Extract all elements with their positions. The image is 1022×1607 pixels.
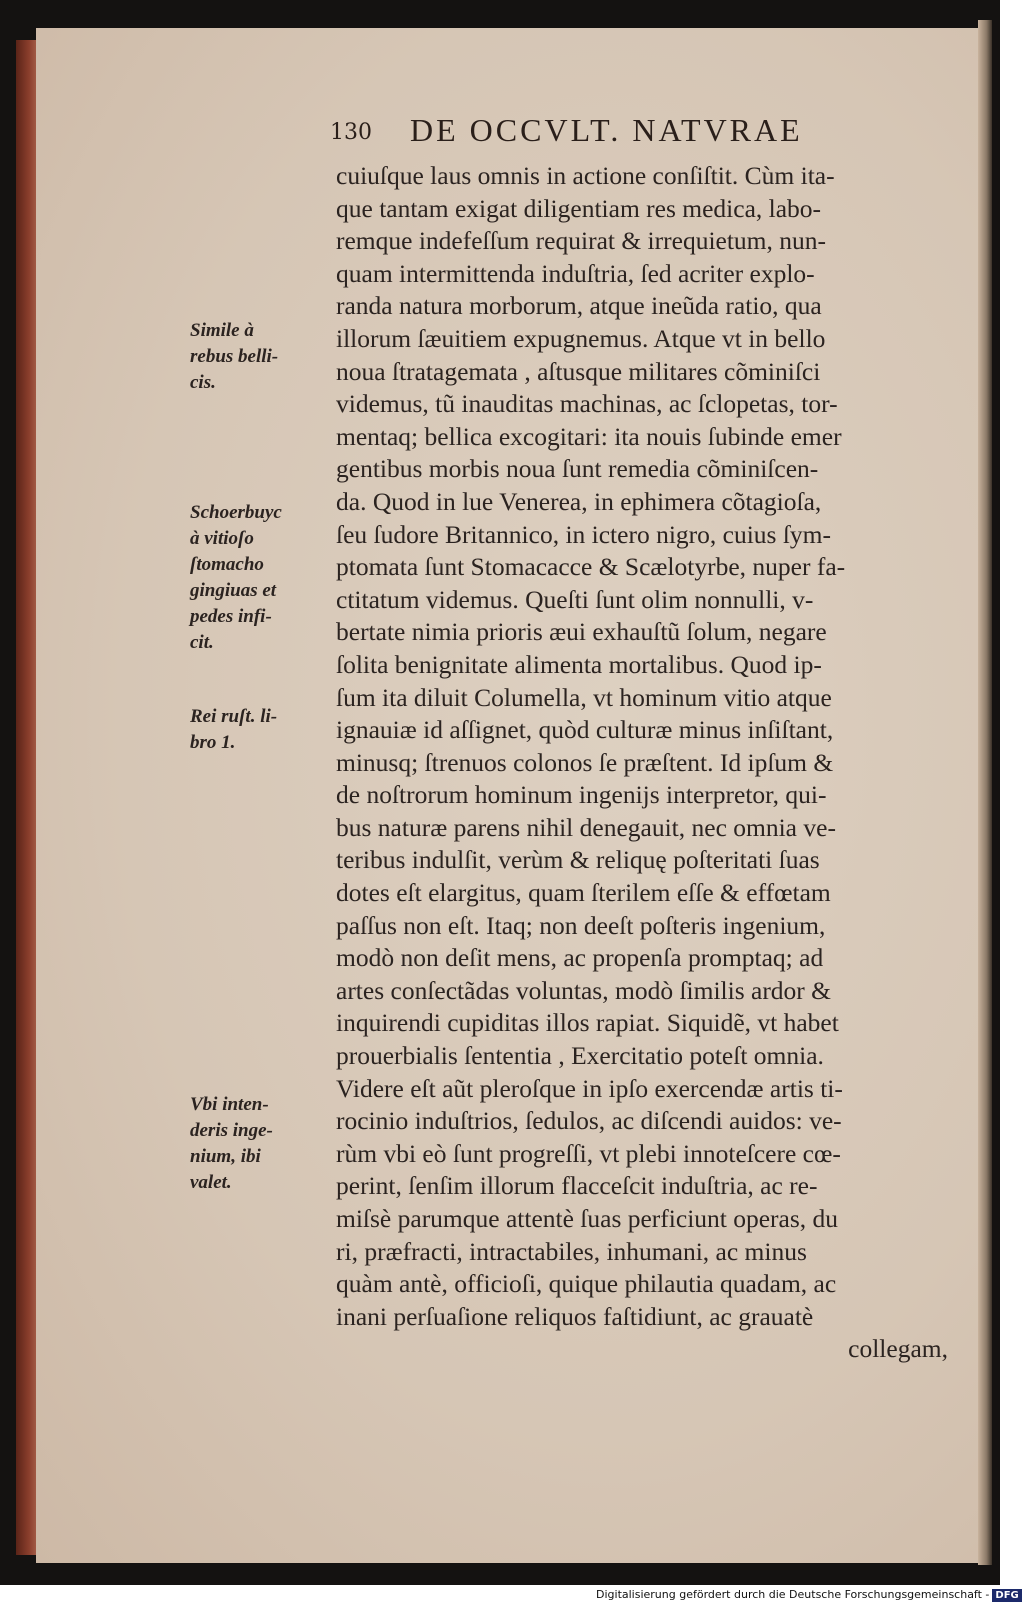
text-line: gentibus morbis noua ſunt remedia cõminiſcen- xyxy=(336,454,819,484)
running-head: DE OCCVLT. NATVRAE xyxy=(410,112,803,148)
text-line: quam intermittenda induſtria, ſed acriter explo- xyxy=(336,258,815,288)
text-line: ſeu ſudore Britannico, in ictero nigro, cuius ſym- xyxy=(336,519,832,549)
margin-note-line: Vbi inten- xyxy=(190,1094,269,1115)
text-line: ſolita benignitate alimenta mortalibus. Quod ip- xyxy=(336,649,822,679)
text-line: miſsè parumque attentè ſuas perficiunt operas, du xyxy=(336,1204,839,1233)
text-line: ignauiæ id aſſignet, quòd culturæ minus inſiſtant, xyxy=(336,715,834,745)
text-line: Videre eſt aũt pleroſque in ipſo exercendæ artis ti- xyxy=(336,1073,843,1103)
text-line: que tantam exigat diligentiam res medica, labo- xyxy=(336,193,822,223)
text-line: inquirendi cupiditas illos rapiat. Siquidẽ, vt habet xyxy=(336,1008,839,1038)
text-line: prouerbialis ſententia , Exercitatio poteſt omnia. xyxy=(336,1041,824,1071)
body-text xyxy=(336,160,948,1366)
text-line: artes conſectãdas voluntas, modò ſimilis ardor & xyxy=(336,975,832,1005)
text-line: randa natura morborum, atque ineũda ratio, qua xyxy=(336,291,822,321)
catchword: collegam, xyxy=(848,1334,948,1364)
text-line: minusq; ſtrenuos colonos ſe præſtent. Id ipſum & xyxy=(336,747,834,777)
text-line: illorum ſæuitiem expugnemus. Atque vt in bello xyxy=(336,323,826,353)
margin-note-line: à vitioſo xyxy=(190,528,254,549)
footer-text: Digitalisierung gefördert durch die Deutsche Forschungsgemeinschaft - xyxy=(596,1588,990,1601)
margin-note-4 xyxy=(190,1092,330,1196)
margin-note-line: Simile à xyxy=(190,320,254,341)
text-line: videmus, tũ inauditas machinas, ac ſclopetas, tor- xyxy=(336,389,838,419)
text-line: inani perſuaſione reliquos faſtidiunt, ac grauatè xyxy=(336,1301,814,1331)
margin-note-1 xyxy=(190,318,330,396)
text-line: rùm vbi eò ſunt progreſſi, vt plebi innoteſcere cœ- xyxy=(336,1138,841,1168)
text-line: de noſtrorum hominum ingenijs interpretor, qui- xyxy=(336,780,827,810)
dfg-logo: DFG xyxy=(992,1589,1021,1602)
margin-note-line: valet. xyxy=(190,1172,232,1193)
margin-note-line: pedes infi- xyxy=(190,606,272,627)
text-line: perint, ſenſim illorum flacceſcit induſtria, ac re- xyxy=(336,1171,818,1201)
text-line: noua ſtratagemata , aſtusque militares cõminiſci xyxy=(336,356,821,386)
margin-note-line: ſtomacho xyxy=(190,554,264,575)
text-line: paſſus non eſt. Itaq; non deeſt poſteris ingenium, xyxy=(336,910,826,940)
text-line: dotes eſt elargitus, quam ſterilem eſſe & effœtam xyxy=(336,878,831,908)
text-line: quàm antè, officioſi, quique philautia quadam, ac xyxy=(336,1269,837,1299)
margin-note-3 xyxy=(190,704,330,756)
page-header xyxy=(330,112,940,156)
text-line: ſum ita diluit Columella, vt hominum vitio atque xyxy=(336,682,832,712)
text-line: bus naturæ parens nihil denegauit, nec omnia ve- xyxy=(336,812,836,842)
margin-note-line: bro 1. xyxy=(190,732,236,753)
margin-note-line: rebus belli- xyxy=(190,346,279,367)
page-number: 130 xyxy=(330,120,372,145)
text-line: ctitatum videmus. Queſti ſunt olim nonnulli, v- xyxy=(336,584,814,614)
digitization-footer xyxy=(596,1588,1019,1604)
margin-note-2 xyxy=(190,500,330,656)
text-line: cuiuſque laus omnis in actione conſiſtit. Cùm ita- xyxy=(336,161,835,190)
margin-note-line: gingiuas et xyxy=(190,580,277,601)
margin-note-line: Schoerbuyc xyxy=(190,502,282,523)
margin-note-line: nium, ibi xyxy=(190,1146,261,1167)
page-right-edge xyxy=(978,20,992,1565)
text-line: mentaq; bellica excogitari: ita nouis ſubinde emer xyxy=(336,421,842,451)
text-line: bertate nimia prioris æui exhauſtũ ſolum, negare xyxy=(336,617,827,647)
text-line: da. Quod in lue Venerea, in ephimera cõtagioſa, xyxy=(336,486,822,516)
text-line: ri, præfracti, intractabiles, inhumani, ac minus xyxy=(336,1236,807,1266)
margin-note-line: Rei ruſt. li- xyxy=(190,706,278,727)
text-line: rocinio induſtrios, ſedulos, ac diſcendi auidos: ve- xyxy=(336,1106,842,1136)
margin-note-line: deris inge- xyxy=(190,1120,273,1141)
text-line: modò non deſit mens, ac propenſa promptaq; ad xyxy=(336,943,824,973)
text-line: ptomata ſunt Stomacacce & Scælotyrbe, nuper fa- xyxy=(336,552,846,582)
margin-note-line: cis. xyxy=(190,372,216,393)
text-line: teribus indulſit, verùm & reliquę poſteritati ſuas xyxy=(336,845,820,875)
text-line: remque indefeſſum requirat & irrequietum, nun- xyxy=(336,226,827,256)
margin-note-line: cit. xyxy=(190,632,214,653)
